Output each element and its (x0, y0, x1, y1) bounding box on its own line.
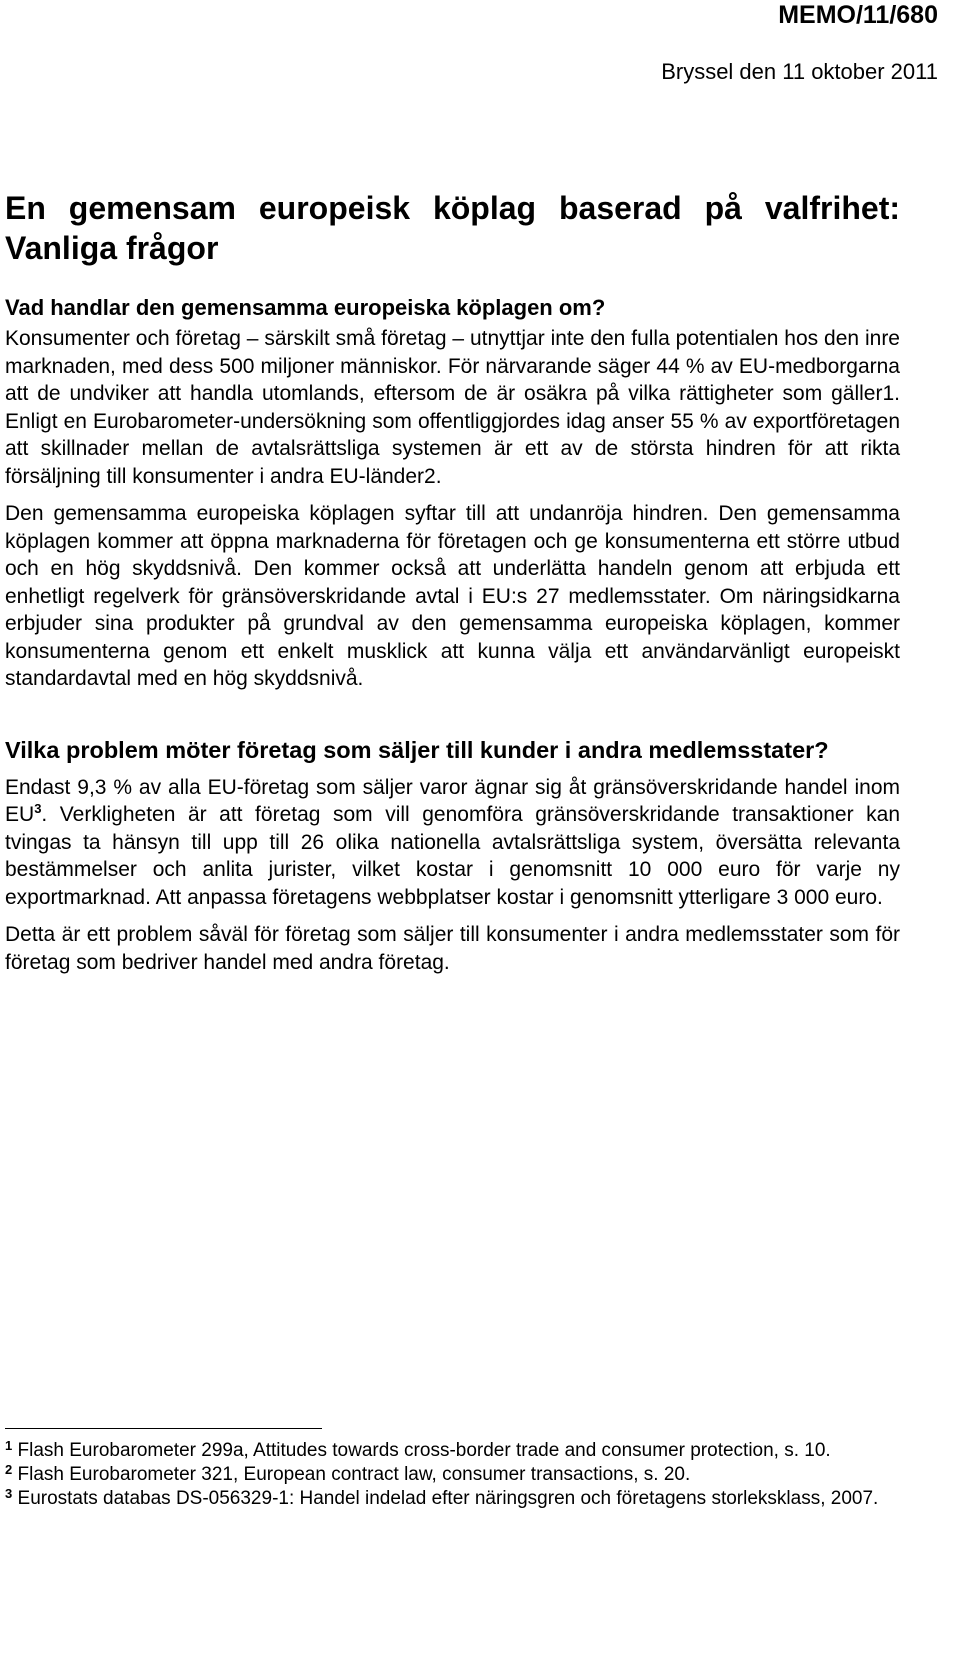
footnote-text: Flash Eurobarometer 321, European contract law, consumer transactions, s. 20. (17, 1464, 691, 1485)
memo-body (5, 188, 900, 976)
paragraph-3-text-a: Endast 9,3 % av alla EU-företag som säljer varor ägnar sig åt gränsöverskridande handel inom EU (5, 775, 900, 826)
footnote-divider (5, 1428, 322, 1429)
footnote-number: 1 (5, 1438, 13, 1453)
footnote-number: 2 (5, 1462, 13, 1477)
paragraph-2: Den gemensamma europeiska köplagen syftar till att undanröja hindren. Den gemensamma köplagen kommer att öppna marknaderna för företagen och ge konsumenterna ett större utbud och en hög skyddsnivå. Den kommer också att underlätta handeln genom att erbjuda ett enhetligt regelverk för gränsöverskridande avtal i EU:s 27 medlemsstater. Om näringsidkarna erbjuder sina produkter på grundval av den gemensamma europeiska köplagen, kommer konsumenterna genom ett enkelt musklick att kunna välja ett användarvänligt europeiskt standardavtal med en hög skyddsnivå. (5, 502, 900, 690)
section-heading-2: Vilka problem möter företag som säljer till kunder i andra medlemsstater? (5, 736, 829, 763)
footnote-text: Flash Eurobarometer 299a, Attitudes towards cross-border trade and consumer protection, s. 10. (17, 1440, 831, 1461)
paragraph-3-text-b: . Verkligheten är att företag som vill genomföra gränsöverskridande transaktioner kan tvingas ta hänsyn till upp till 26 olika nationella avtalsrättsliga system, översätta relevanta bestämmelser och anlita jurister, vilket kostar i genomsnitt 10 000 euro för varje ny exportmarknad. Att anpassa företagens webbplatser kostar i genomsnitt ytterligare 3 000 euro. (5, 803, 900, 909)
footnote-number: 3 (5, 1486, 13, 1501)
footnote-ref-3: 3 (34, 801, 42, 816)
paragraph-3 (5, 774, 900, 912)
page-title: En gemensam europeisk köplag baserad på valfrihet: Vanliga frågor (5, 190, 900, 266)
memo-id: MEMO/11/680 (778, 1, 938, 29)
footnote-text: Eurostats databas DS-056329-1: Handel indelad efter näringsgren och företagens storleksklass, 2007. (17, 1488, 879, 1509)
footnote-3 (5, 1487, 900, 1511)
footnote-1 (5, 1439, 900, 1463)
section-heading-1: Vad handlar den gemensamma europeiska köplagen om? (5, 295, 606, 320)
memo-date: Bryssel den 11 oktober 2011 (661, 59, 938, 84)
footnote-2 (5, 1463, 900, 1487)
paragraph-1: Konsumenter och företag – särskilt små företag – utnyttjar inte den fulla potentialen hos den inre marknaden, med dess 500 miljoner människor. För närvarande säger 44 % av EU-medborgarna att de undviker att handla utomlands, eftersom de är osäkra på vilka rättigheter som gäller1. Enligt en Eurobarometer-undersökning som offentliggjordes idag anser 55 % av exportföretagen att skillnader mellan de avtalsrättsliga systemen är ett av de största hindren för att rikta försäljning till konsumenter i andra EU-länder2. (5, 327, 900, 488)
paragraph-4: Detta är ett problem såväl för företag som säljer till konsumenter i andra medlemsstater som för företag som bedriver handel med andra företag. (5, 923, 900, 974)
footnotes (5, 1428, 900, 1511)
